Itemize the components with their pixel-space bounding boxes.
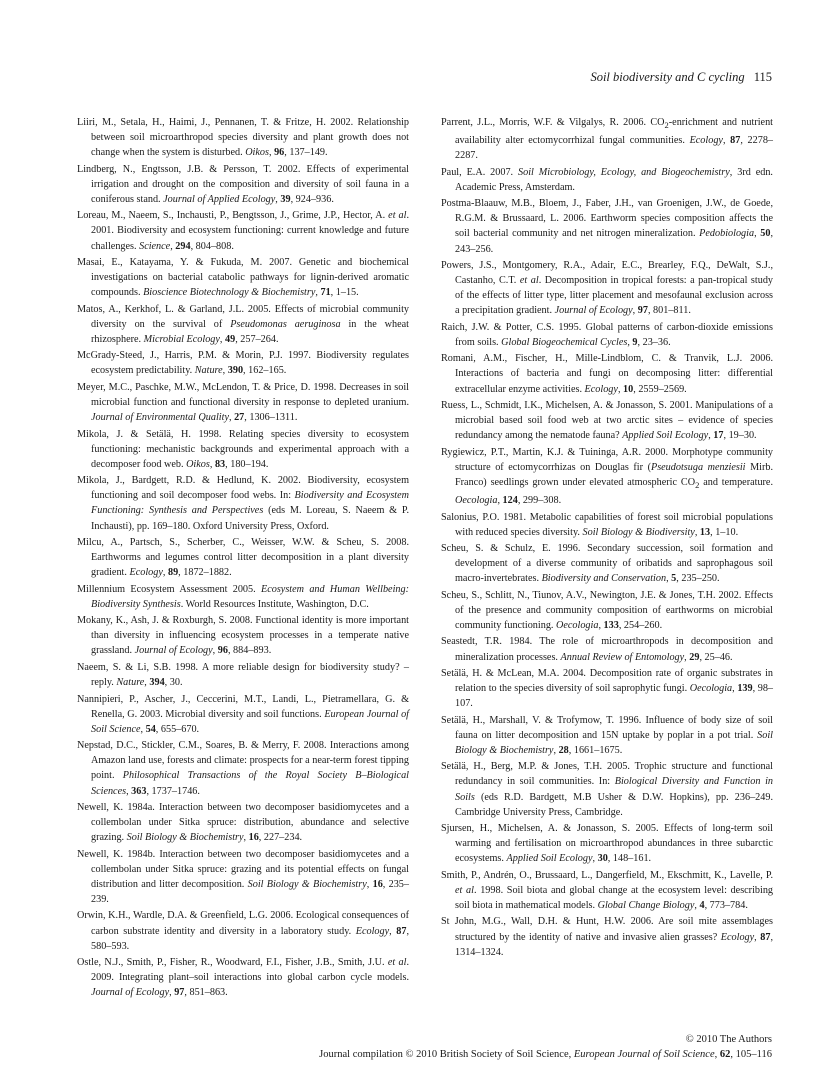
reference-entry: Salonius, P.O. 1981. Metabolic capabilities of forest soil microbial populations with reduced species diversity. Soil Biology & Biodiversity, 13, 1–10.: [441, 511, 773, 538]
reference-entry: Naeem, S. & Li, S.B. 1998. A more reliable design for biodiversity study? – reply. Nature, 394, 30.: [77, 661, 409, 689]
running-header: [440, 70, 772, 85]
reference-entry: Orwin, K.H., Wardle, D.A. & Greenfield, L.G. 2006. Ecological consequences of carbon substrate identity and diversity in a laboratory study. Ecology, 87, 580–593.: [77, 910, 410, 952]
reference-entry: Postma-Blaauw, M.B., Bloem, J., Faber, J.H., van Groenigen, J.W., de Goede, R.G.M. & Brussaard, L. 2006. Earthworm species composition affects the soil bacterial community and net nitrogen mineralization. Pedobiologia, 50, 243–256.: [441, 198, 773, 255]
reference-entry: Romani, A.M., Fischer, H., Mille-Lindblom, C. & Tranvik, L.J. 2006. Interactions of bacteria and fungi on decomposing litter: differential extracellular enzyme activities. Ecology, 10, 2559–2569.: [441, 353, 773, 395]
reference-entry: Parrent, J.L., Morris, W.F. & Vilgalys, R. 2006. $CO_2$-enrichment and nutrient availability alter ectomycorrhizal fungal communities. Ecology, 87, 2278–2287.: [441, 117, 774, 162]
reference-entry: Mikola, J. & Setälä, H. 1998. Relating species diversity to ecosystem functioning: mechanistic backgrounds and experimental approach with a decomposer food web. Oikos, 83, 180–194.: [77, 428, 409, 470]
reference-entry: Newell, K. 1984b. Interaction between two decomposer basidiomycetes and a collembolan under Sitka spruce: grazing and its potential effects on fungal distribution and litter decomposition. Soil Biology & Biochemistry, 16, 235–239.: [77, 848, 409, 905]
reference-entry: Seastedt, T.R. 1984. The role of microarthropods in decomposition and mineralization processes. Annual Review of Entomology, 29, 25–46.: [441, 636, 773, 663]
reference-entry: Loreau, M., Naeem, S., Inchausti, P., Bengtsson, J., Grime, J.P., Hector, A. et al. 2001. Biodiversity and ecosystem functioning: current knowledge and future challenges. Science, 294, 804–808.: [77, 210, 409, 252]
reference-entry: Ruess, L., Schmidt, I.K., Michelsen, A. & Jonasson, S. 2001. Manipulations of a microbial based soil food web at two arctic sites – evidence of species redundancy among the nematode fauna? Applied Soil Ecology, 17, 19–30.: [441, 400, 773, 442]
reference-entry: Setälä, H., Berg, M.P. & Jones, T.H. 2005. Trophic structure and functional redundancy in soil communities. In: Biological Diversity and Function in Soils (eds R.D. Bardgett, M.B Usher & D.W. Hopkins), pp. 236–249. Cambridge University Press, Cambridge.: [441, 761, 773, 818]
reference-entry: Masai, E., Katayama, Y. & Fukuda, M. 2007. Genetic and biochemical investigations on bacterial catabolic pathways for lignin-derived aromatic compounds. Bioscience Biotechnology & Biochemistry, 71, 1–15.: [77, 257, 409, 299]
reference-entry: Liiri, M., Setala, H., Haimi, J., Pennanen, T. & Fritze, H. 2002. Relationship between soil microarthropod species diversity and plant growth does not change when the system is disturbed. Oikos, 96, 137–149.: [77, 117, 409, 159]
journal-name: European Journal of Soil Science: [573, 1049, 715, 1060]
reference-entry: Millennium Ecosystem Assessment 2005. Ecosystem and Human Wellbeing: Biodiversity Synthesis. World Resources Institute, Washington, D.C.: [77, 583, 409, 610]
reference-entry: Sjursen, H., Michelsen, A. & Jonasson, S. 2005. Effects of long-term soil warming and fertilisation on microarthropod abundances in three subarctic ecosystems. Applied Soil Ecology, 30, 148–161.: [441, 823, 773, 865]
journal-pages: , 105–116: [730, 1049, 772, 1060]
reference-entry: Paul, E.A. 2007. Soil Microbiology, Ecology, and Biogeochemistry, 3rd edn. Academic Press, Amsterdam.: [441, 166, 773, 193]
reference-entry: Rygiewicz, P.T., Martin, K.J. & Tuininga, A.R. 2000. Morphotype community structure of ectomycorrhizas on Douglas fir (Pseudotsuga menziesii Mirb. Franco) seedlings grown under elevated atmospheric $CO_2$ and temperature. Oecologia, 124, 299–308.: [441, 446, 773, 507]
references-left-column: [77, 115, 409, 1002]
page-number: 115: [753, 70, 772, 84]
reference-entry: Mokany, K., Ash, J. & Roxburgh, S. 2008. Functional identity is more important than diversity in influencing ecosystem processes in a temperate native grassland. Journal of Ecology, 96, 884–893.: [77, 615, 409, 657]
reference-entry: St John, M.G., Wall, D.H. & Hunt, H.W. 2006. Are soil mite assemblages structured by the identity of native and invasive alien grasses? Ecology, 87, 1314–1324.: [441, 916, 774, 958]
compilation-text: Journal compilation © 2010 British Society of Soil Science,: [319, 1049, 572, 1060]
reference-entry: Milcu, A., Partsch, S., Scherber, C., Weisser, W.W. & Scheu, S. 2008. Earthworms and legumes control litter decomposition in a plant diversity gradient. Ecology, 89, 1872–1882.: [77, 537, 409, 579]
reference-entry: Meyer, M.C., Paschke, M.W., McLendon, T. & Price, D. 1998. Decreases in soil microbial function and functional diversity in response to depleted uranium. Journal of Environmental Quality, 27, 1306–1311.: [77, 381, 409, 424]
reference-entry: Smith, P., Andrén, O., Brussaard, L., Dangerfield, M., Ekschmitt, K., Lavelle, P. et al. 1998. Soil biota and global change at the ecosystem level: describing soil biota in mathematical models. Global Change Biology, 4, 773–784.: [441, 869, 774, 911]
references-right-column: [441, 115, 773, 961]
copyright-footer: [319, 1032, 772, 1062]
copyright-line: © 2010 The Authors: [685, 1034, 772, 1045]
reference-entry: Ostle, N.J., Smith, P., Fisher, R., Woodward, F.I., Fisher, J.B., Smith, J.U. et al. 2009. Integrating plant–soil interactions into global carbon cycle models. Journal of Ecology, 97, 851–863.: [77, 957, 409, 999]
reference-entry: Matos, A., Kerkhof, L. & Garland, J.L. 2005. Effects of microbial community diversity on the survival of Pseudomonas aeruginosa in the wheat rhizosphere. Microbial Ecology, 49, 257–264.: [77, 303, 409, 345]
reference-entry: Raich, J.W. & Potter, C.S. 1995. Global patterns of carbon-dioxide emissions from soils. Global Biogeochemical Cycles, 9, 23–36.: [441, 321, 773, 348]
reference-entry: Setälä, H. & McLean, M.A. 2004. Decomposition rate of organic substrates in relation to the species diversity of soil saprophytic fungi. Oecologia, 139, 98–107.: [441, 668, 774, 710]
reference-entry: Mikola, J., Bardgett, R.D. & Hedlund, K. 2002. Biodiversity, ecosystem functioning and soil decomposer food webs. In: Biodiversity and Ecosystem Functioning: Synthesis and Perspectives (eds M. Loreau, S. Naeem & P. Inchausti), pp. 169–180. Oxford University Press, Oxford.: [77, 475, 409, 532]
reference-entry: Newell, K. 1984a. Interaction between two decomposer basidiomycetes and a collembolan under Sitka spruce: distribution, abundance and selective grazing. Soil Biology & Biochemistry, 16, 227–234.: [77, 801, 409, 844]
reference-entry: Setälä, H., Marshall, V. & Trofymow, T. 1996. Influence of body size of soil fauna on litter decomposition and 15N uptake by poplar in a pot trial. Soil Biology & Biochemistry, 28, 1661–1675.: [441, 714, 773, 756]
running-title: Soil biodiversity and C cycling: [590, 70, 745, 84]
reference-entry: Scheu, S. & Schulz, E. 1996. Secondary succession, soil formation and development of a diverse community of oribatids and saprophagous soil macro-invertebrates. Biodiversity and Conservation, 5, 235–250.: [441, 543, 773, 585]
journal-compilation-line: Journal compilation © 2010 British Society of Soil Science, European Journal of Soil Science, 62, 105–116: [319, 1049, 772, 1060]
reference-entry: Lindberg, N., Engtsson, J.B. & Persson, T. 2002. Effects of experimental irrigation and drought on the composition and diversity of soil fauna in a coniferous stand. Journal of Applied Ecology, 39, 924–936.: [77, 163, 409, 205]
reference-entry: Nepstad, D.C., Stickler, C.M., Soares, B. & Merry, F. 2008. Interactions among Amazon land use, forests and climate: prospects for a near-term forest tipping point. Philosophical Transactions of the Royal Society B–Biological Sciences, 363, 1737–1746.: [77, 740, 410, 797]
journal-volume: 62: [719, 1049, 731, 1060]
reference-entry: Scheu, S., Schlitt, N., Tiunov, A.V., Newington, J.E. & Jones, T.H. 2002. Effects of the presence and community composition of earthworms on microbial community functioning. Oecologia, 133, 254–260.: [441, 589, 773, 631]
reference-entry: McGrady-Steed, J., Harris, P.M. & Morin, P.J. 1997. Biodiversity regulates ecosystem predictability. Nature, 390, 162–165.: [77, 350, 409, 377]
reference-entry: Powers, J.S., Montgomery, R.A., Adair, E.C., Brearley, F.Q., DeWalt, S.J., Castanho, C.T. et al. Decomposition in tropical forests: a pan-tropical study of the effects of litter type, litter placement and mesofaunal exclusion across a precipitation gradient. Journal of Ecology, 97, 801–811.: [441, 260, 774, 317]
reference-entry: Nannipieri, P., Ascher, J., Ceccerini, M.T., Landi, L., Pietramellara, G. & Renella, G. 2003. Microbial diversity and soil functions. European Journal of Soil Science, 54, 655–670.: [77, 693, 410, 735]
